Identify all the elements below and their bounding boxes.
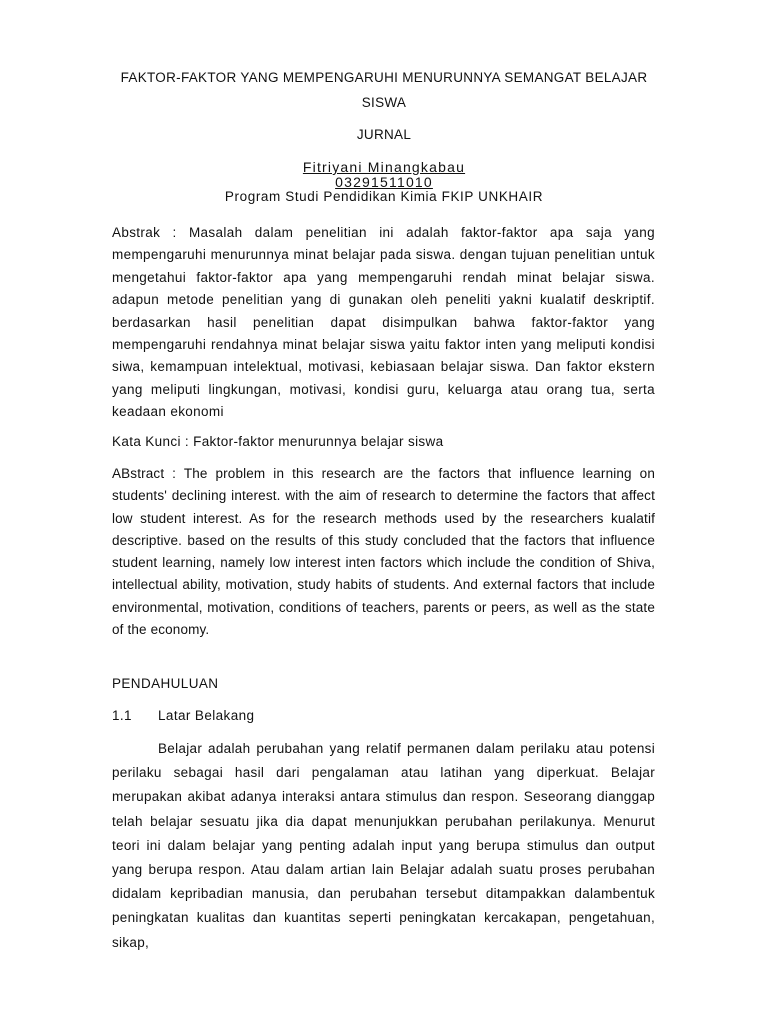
body-paragraph: Belajar adalah perubahan yang relatif permanen dalam perilaku atau potensi perilaku sebagai hasil dari pengalaman atau latihan yang diperkuat. Belajar merupakan akibat adanya interaksi antara stimulus dan respon. Seseorang dianggap telah belajar sesuatu jika dia dapat menunjukkan perubahan perilakunya. Menurut teori ini dalam belajar yang penting adalah input yang berupa stimulus dan output yang berupa respon. Atau dalam artian lain Belajar adalah suatu proses perubahan didalam kepribadian manusia, dan perubahan tersebut ditampakkan dalambentuk peningkatan kualitas dan kuantitas seperti peningkatan kercakapan, pengetahuan, sikap,	[112, 741, 655, 950]
author-student-number: 03291511010	[335, 174, 433, 190]
keywords: Kata Kunci : Faktor-faktor menurunnya belajar siswa	[112, 434, 444, 449]
abstract-english: ABstract : The problem in this research are the factors that influence learning on students' declining interest. with the aim of research to determine the factors that affect low student interest. As for the research methods used by the researchers kualatif descriptive. based on the results of this study concluded that the factors that influence student learning, namely low interest inten factors which include the condition of Shiva, intellectual ability, motivation, study habits of students. And external factors that include environmental, motivation, conditions of teachers, parents or peers, as well as the state of the economy.	[112, 466, 655, 638]
title-line-2: SISWA	[361, 95, 407, 110]
abstract-indonesian: Abstrak : Masalah dalam penelitian ini adalah faktor-faktor apa saja yang mempengaruhi menurunnya minat belajar pada siswa. dengan tujuan penelitian untuk mengetahui faktor-faktor apa yang mempengaruhi rendah minat belajar siswa. adapun metode penelitian yang di gunakan oleh peneliti yakni kualatif deskriptif. berdasarkan hasil penelitian dapat disimpulkan bahwa faktor-faktor yang mempengaruhi rendahnya minat belajar siswa yaitu faktor inten yang meliputi kondisi siwa, kemampuan intelektual, motivasi, kebiasaan belajar siswa. Dan faktor ekstern yang meliputi lingkungan, motivasi, kondisi guru, keluarga atau orang tua, serta keadaan ekonomi	[112, 225, 655, 420]
author-name: Fitriyani Minangkabau	[302, 159, 466, 175]
subsection-number: 1.1	[112, 708, 132, 723]
title-line-1: FAKTOR-FAKTOR YANG MEMPENGARUHI MENURUNNYA SEMANGAT BELAJAR	[120, 70, 648, 85]
subsection-title: Latar Belakang	[158, 708, 255, 723]
section-heading: PENDAHULUAN	[112, 676, 219, 691]
document-type: JURNAL	[356, 127, 412, 142]
study-program: Program Studi Pendidikan Kimia FKIP UNKHAIR	[224, 189, 544, 204]
subsection-heading	[112, 708, 254, 723]
